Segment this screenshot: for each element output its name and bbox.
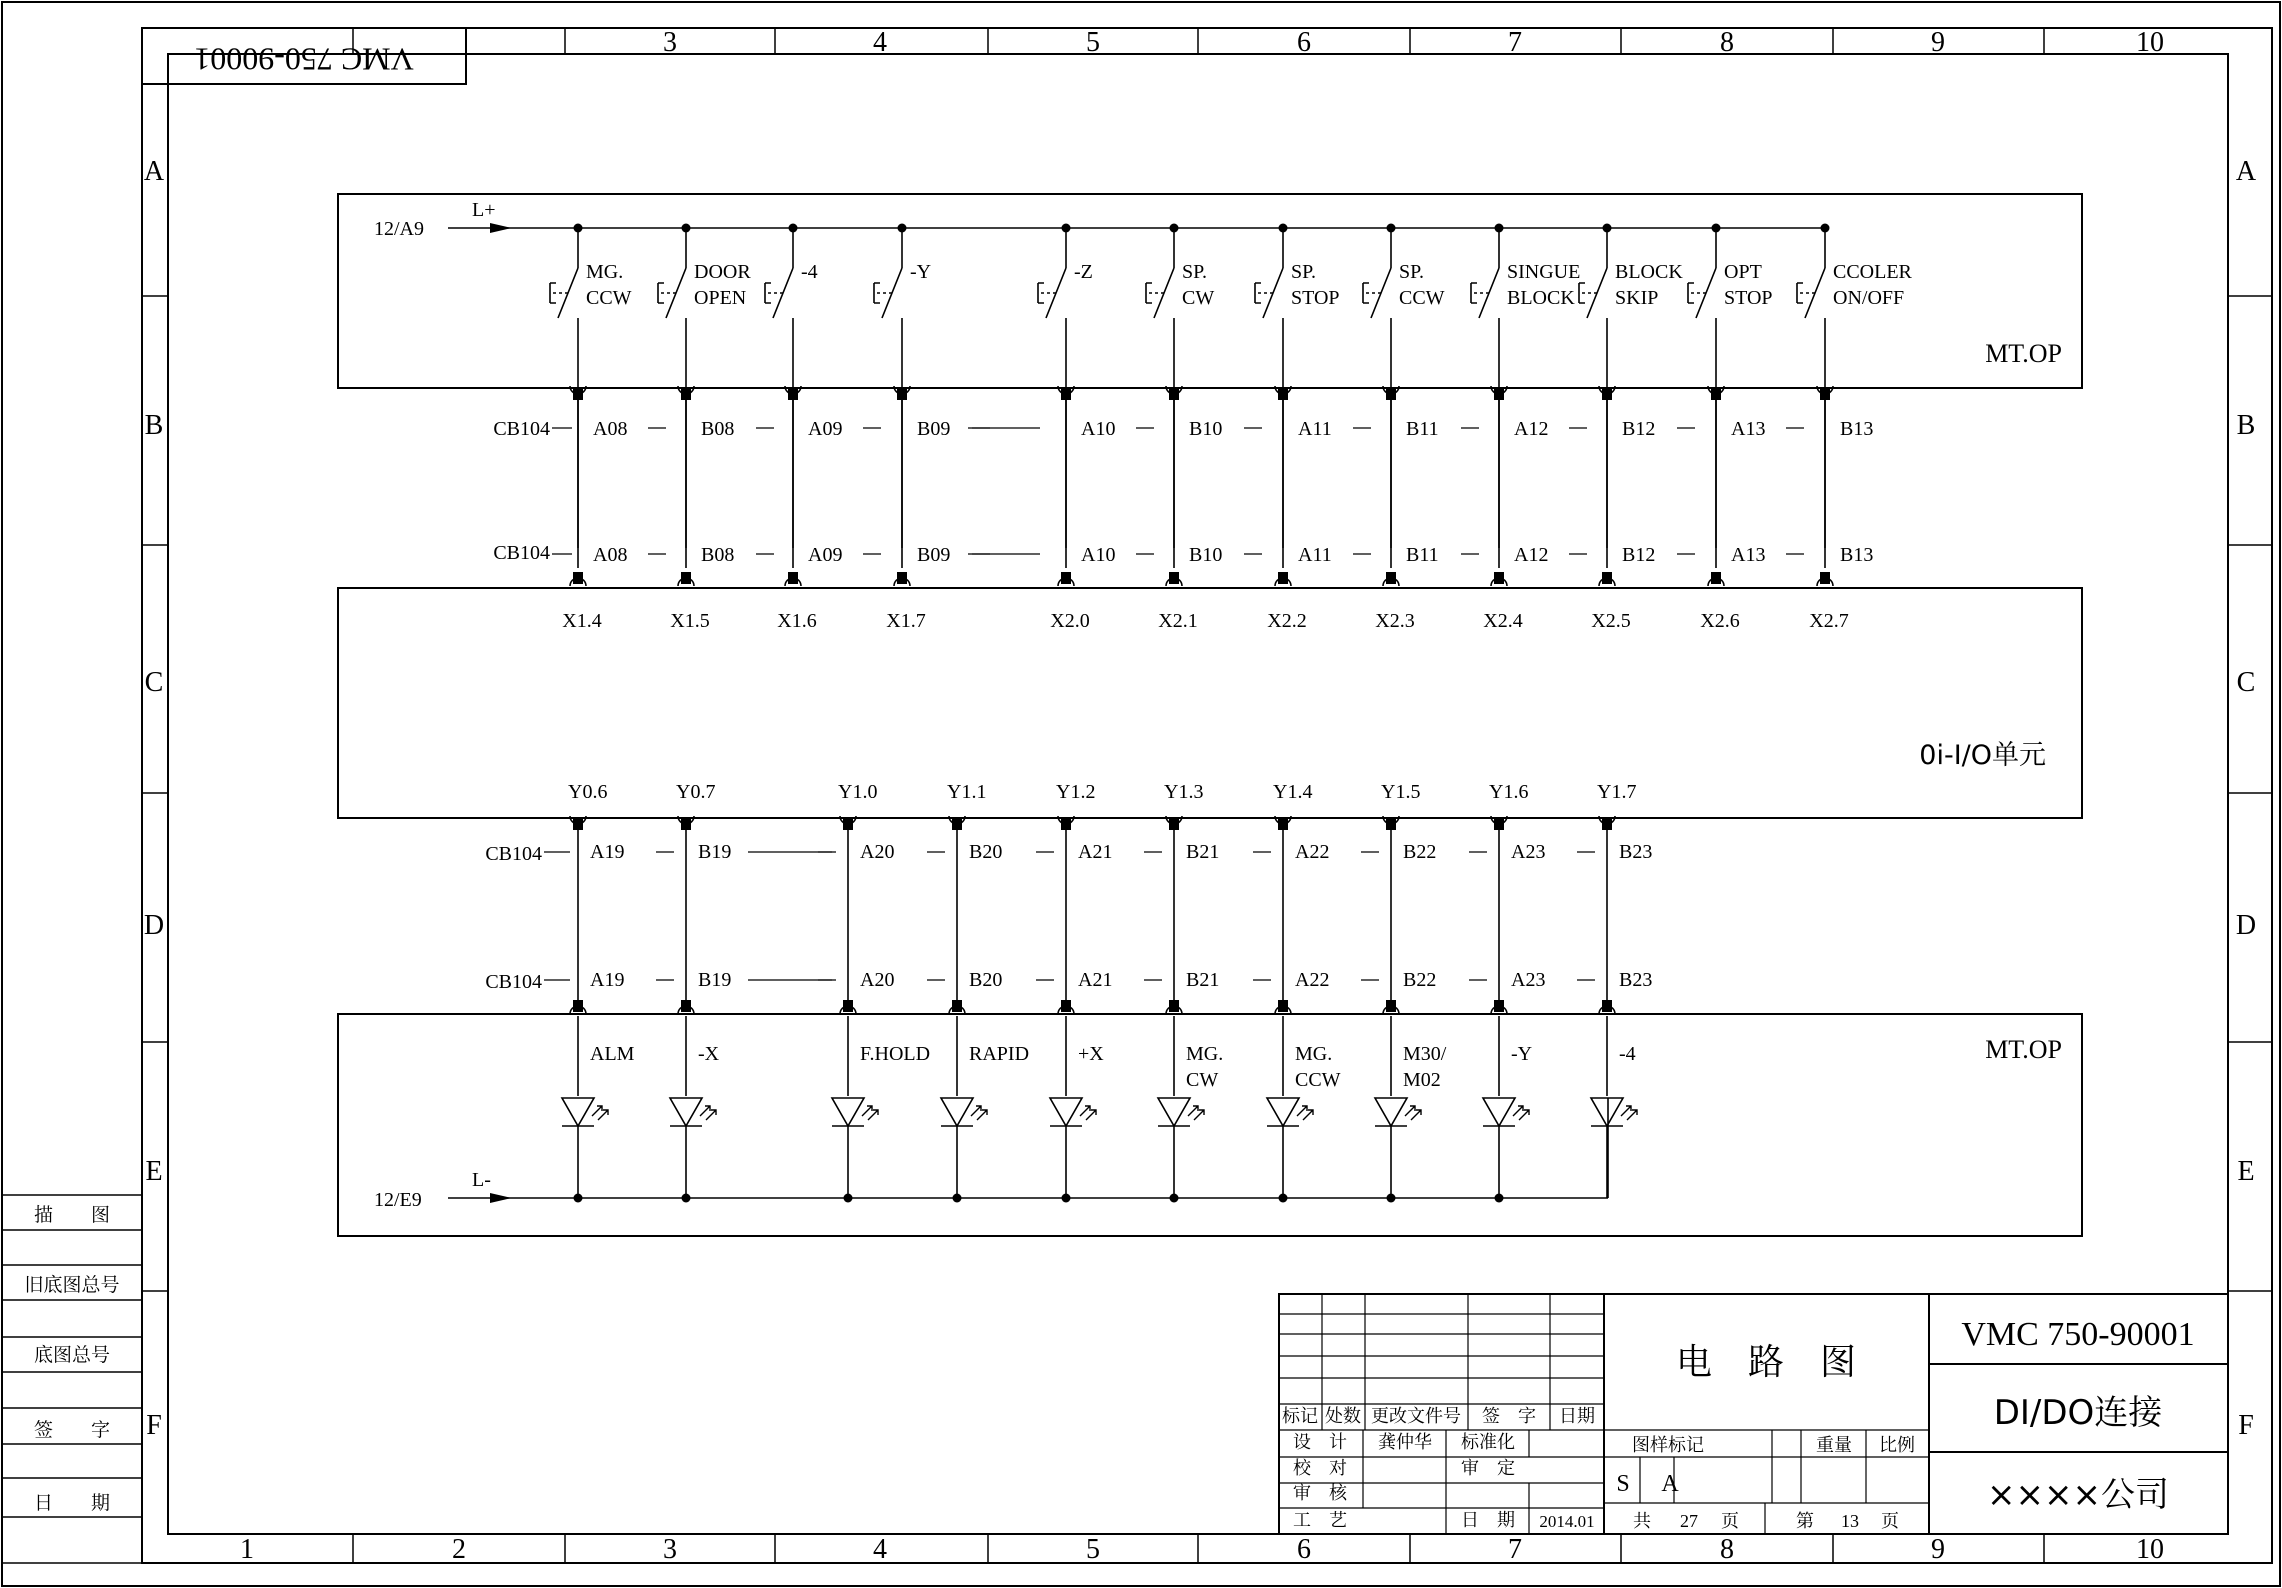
zone-letter-left: F <box>146 1410 162 1441</box>
connector-name: CB104 <box>493 542 550 564</box>
output-channel <box>1375 781 1447 1203</box>
plug-pin <box>788 388 798 400</box>
junction-dot <box>1062 1194 1071 1203</box>
input-channel <box>1038 224 1115 633</box>
plug-pin <box>1169 818 1179 830</box>
lamp-label: -4 <box>1619 1043 1636 1065</box>
connector-name: CB104 <box>493 418 550 440</box>
zone-number-bottom: 8 <box>1720 1534 1734 1565</box>
connector-pin-label: A11 <box>1298 544 1332 566</box>
zone-number-bottom: 10 <box>2136 1534 2164 1565</box>
zone-letter-left: C <box>144 667 164 698</box>
zone-number-top: 8 <box>1720 27 1734 58</box>
output-address: Y1.1 <box>947 781 987 803</box>
drawing-title: DI/DO连接 <box>1993 1393 2163 1433</box>
left-strip-label: 描 图 <box>33 1204 111 1226</box>
date-value: 2014.01 <box>1539 1512 1595 1531</box>
switch-label: CCOLER <box>1833 261 1912 283</box>
input-channel <box>1146 224 1222 633</box>
switch-label: BLOCK <box>1615 261 1683 283</box>
zone-letter-right: A <box>2235 156 2257 187</box>
connector-pin-label: A11 <box>1298 418 1332 440</box>
led-triangle <box>1375 1098 1407 1126</box>
plug-pin <box>1711 388 1721 400</box>
connector-pin-label: B19 <box>698 841 732 863</box>
lamp-label: -X <box>698 1043 720 1065</box>
scale-label: 比例 <box>1879 1435 1915 1456</box>
output-channel <box>670 781 731 1203</box>
zone-number-bottom: 4 <box>873 1534 887 1565</box>
lamp-label: CW <box>1186 1069 1219 1091</box>
plug-pin <box>952 818 962 830</box>
zone-letter-left: A <box>143 156 165 187</box>
output-channel <box>562 781 635 1203</box>
connector-pin-label: B19 <box>698 969 732 991</box>
connector-pin-label: A10 <box>1081 544 1116 566</box>
sheet-unit: 页 <box>1881 1511 1899 1532</box>
led-triangle <box>562 1098 594 1126</box>
zone-number-top: 7 <box>1508 27 1522 58</box>
switch-label: STOP <box>1724 287 1773 309</box>
left-strip-label: 签 字 <box>33 1419 111 1441</box>
connector-pin-label: B20 <box>969 969 1003 991</box>
led-triangle <box>1050 1098 1082 1126</box>
led-triangle <box>1591 1098 1623 1126</box>
connector-pin-label: B10 <box>1189 418 1223 440</box>
input-channel <box>1363 224 1445 633</box>
connector-pin-label: B23 <box>1619 841 1653 863</box>
connector-pin-label: B08 <box>701 418 735 440</box>
switch-label: -Z <box>1074 261 1093 283</box>
output-address: Y1.7 <box>1597 781 1637 803</box>
supply-label: L+ <box>472 199 496 221</box>
connector-pin-label: A08 <box>593 418 628 440</box>
input-channel <box>1579 224 1683 633</box>
output-address: Y1.4 <box>1273 781 1313 803</box>
lamp-label: -Y <box>1511 1043 1533 1065</box>
switch-label: SINGUE <box>1507 261 1581 283</box>
standardization-label: 标准化 <box>1461 1432 1515 1453</box>
zone-letter-right: E <box>2237 1156 2255 1187</box>
revision-header: 日期 <box>1559 1406 1595 1427</box>
connector-pin-label: B21 <box>1186 841 1220 863</box>
connector-pin-label: B21 <box>1186 969 1220 991</box>
connector-pin-label: B12 <box>1622 418 1656 440</box>
led-triangle <box>1267 1098 1299 1126</box>
output-channel <box>1050 781 1112 1203</box>
total-pages: 27 <box>1680 1511 1698 1531</box>
review-label: 审 核 <box>1293 1483 1347 1504</box>
plug-pin <box>1494 388 1504 400</box>
plug-pin <box>573 388 583 400</box>
switch-label: -4 <box>801 261 818 283</box>
plug-pin <box>681 388 691 400</box>
switch-label: SKIP <box>1615 287 1659 309</box>
junction-dot <box>1387 1194 1396 1203</box>
output-address: Y1.3 <box>1164 781 1204 803</box>
connector-pin-label: A23 <box>1511 841 1546 863</box>
pin-leader-dashes <box>544 852 1595 980</box>
led-triangle <box>1158 1098 1190 1126</box>
switch-label: DOOR <box>694 261 751 283</box>
switch-label: ON/OFF <box>1833 287 1905 309</box>
return-arrow <box>448 1193 512 1203</box>
zone-number-bottom: 1 <box>240 1534 254 1565</box>
sample-mark-s: S <box>1616 1471 1630 1497</box>
led-triangle <box>941 1098 973 1126</box>
input-channel <box>874 224 950 633</box>
switch-label: CCW <box>1399 287 1445 309</box>
connector-pin-label: B22 <box>1403 969 1437 991</box>
zone-letter-left: D <box>143 910 165 941</box>
zone-letter-left: E <box>145 1156 163 1187</box>
input-channel <box>765 224 842 633</box>
zone-number-top: 9 <box>1931 27 1945 58</box>
pin-leader-dashes <box>552 428 1804 554</box>
input-address: X2.0 <box>1050 610 1090 632</box>
junction-dot <box>682 1194 691 1203</box>
zone-number-top: 10 <box>2136 27 2164 58</box>
led-light-arrows <box>1621 1106 1637 1120</box>
supply-ref: 12/A9 <box>374 218 424 240</box>
junction-dot <box>1279 1194 1288 1203</box>
zone-number-top: 3 <box>663 27 677 58</box>
junction-dot <box>1170 1194 1179 1203</box>
output-address: Y0.7 <box>676 781 716 803</box>
plug-pin <box>1278 388 1288 400</box>
connector-pin-label: A10 <box>1081 418 1116 440</box>
zone-letter-left: B <box>144 410 164 441</box>
connector-pin-label: A13 <box>1731 544 1766 566</box>
connector-pin-label: B20 <box>969 841 1003 863</box>
output-channel <box>1483 781 1545 1203</box>
led-light-arrows <box>1297 1106 1313 1120</box>
led-triangle <box>1483 1098 1515 1126</box>
revision-header: 标记 <box>1282 1406 1318 1427</box>
frame-zone-ticks <box>142 28 2272 1563</box>
input-address: X2.2 <box>1267 610 1307 632</box>
input-address: X2.5 <box>1591 610 1631 632</box>
connector-pin-label: A12 <box>1514 544 1549 566</box>
rotated-drawing-number: VMC 750-90001 <box>194 41 414 78</box>
input-channel <box>1255 224 1340 633</box>
led-light-arrows <box>1080 1106 1096 1120</box>
check-label: 校 对 <box>1293 1458 1347 1479</box>
lamp-label: MG. <box>1186 1043 1224 1065</box>
frame-zone-labels <box>24 27 2256 1565</box>
junction-dot <box>1495 1194 1504 1203</box>
connector-pin-label: A08 <box>593 544 628 566</box>
return-label: L- <box>472 1169 491 1191</box>
connector-pin-label: B13 <box>1840 544 1874 566</box>
led-light-arrows <box>1513 1106 1529 1120</box>
zone-number-top: 5 <box>1086 27 1100 58</box>
lamp-label: ALM <box>590 1043 635 1065</box>
left-strip-label: 旧底图总号 <box>24 1274 120 1296</box>
connector-pin-label: B11 <box>1406 544 1439 566</box>
lamp-label: MG. <box>1295 1043 1333 1065</box>
switch-label: SP. <box>1291 261 1317 283</box>
zone-number-bottom: 2 <box>452 1534 466 1565</box>
input-channel <box>658 224 751 633</box>
connector-pin-label: A09 <box>808 544 843 566</box>
plug-pin <box>1494 818 1504 830</box>
designer-name: 龚仲华 <box>1378 1432 1432 1453</box>
connector-pin-label: B22 <box>1403 841 1437 863</box>
input-channel <box>1471 224 1580 633</box>
switch-label: -Y <box>910 261 932 283</box>
output-panel-label: MT.OP <box>1985 1035 2062 1064</box>
connector-pin-label: B12 <box>1622 544 1656 566</box>
zone-letter-right: C <box>2236 667 2256 698</box>
plug-pin <box>1602 388 1612 400</box>
drawing-frame <box>2 2 2280 1586</box>
connector-pin-label: B09 <box>917 544 951 566</box>
switch-label: STOP <box>1291 287 1340 309</box>
connector-name: CB104 <box>485 971 542 993</box>
zone-number-top: 4 <box>873 27 887 58</box>
connector-pin-label: A19 <box>590 969 625 991</box>
switch-label: SP. <box>1182 261 1208 283</box>
input-address: X2.6 <box>1700 610 1740 632</box>
zone-number-bottom: 7 <box>1508 1534 1522 1565</box>
plug-pin <box>1278 818 1288 830</box>
connector-pin-label: A20 <box>860 969 895 991</box>
revision-header: 处数 <box>1325 1406 1361 1427</box>
process-label: 工 艺 <box>1293 1510 1347 1531</box>
connector-pin-label: B11 <box>1406 418 1439 440</box>
lamp-label: M30/ <box>1403 1043 1447 1065</box>
output-channels <box>485 781 1652 1203</box>
plug-pin <box>897 388 907 400</box>
plug-pin <box>1820 388 1830 400</box>
input-address: X2.4 <box>1483 610 1523 632</box>
connector-pin-label: A21 <box>1078 969 1113 991</box>
switch-label: CW <box>1182 287 1215 309</box>
output-channel <box>1267 781 1341 1203</box>
output-channel <box>941 781 1029 1203</box>
led-triangle <box>832 1098 864 1126</box>
input-address: X2.1 <box>1158 610 1198 632</box>
plug-pin <box>1386 388 1396 400</box>
input-address: X1.4 <box>562 610 602 632</box>
return-ref: 12/E9 <box>374 1189 422 1211</box>
led-light-arrows <box>971 1106 987 1120</box>
io-unit-label: 0i-I/O单元 <box>1919 740 2046 771</box>
plug-pin <box>1386 818 1396 830</box>
plug-pin <box>1169 388 1179 400</box>
lamp-label: M02 <box>1403 1069 1441 1091</box>
output-address: Y1.0 <box>838 781 878 803</box>
plug-pin <box>1061 388 1071 400</box>
output-channel <box>1158 781 1223 1203</box>
switch-label: BLOCK <box>1507 287 1575 309</box>
input-address: X2.7 <box>1809 610 1849 632</box>
connector-pin-label: A19 <box>590 841 625 863</box>
switch-label: MG. <box>586 261 624 283</box>
zone-number-bottom: 3 <box>663 1534 677 1565</box>
design-label: 设 计 <box>1293 1432 1347 1453</box>
supply-arrow <box>448 223 512 233</box>
input-channel <box>1797 224 1913 633</box>
connector-pin-label: B08 <box>701 544 735 566</box>
revision-header: 签 字 <box>1482 1406 1536 1427</box>
connector-pin-label: B13 <box>1840 418 1874 440</box>
weight-label: 重量 <box>1816 1435 1852 1456</box>
total-prefix: 共 <box>1633 1511 1651 1532</box>
connector-pin-label: B23 <box>1619 969 1653 991</box>
left-strip-label: 日 期 <box>33 1492 111 1514</box>
zone-number-bottom: 6 <box>1297 1534 1311 1565</box>
plug-pin <box>681 818 691 830</box>
zone-letter-right: B <box>2236 410 2256 441</box>
output-channel <box>1591 781 1652 1198</box>
switch-label: CCW <box>586 287 632 309</box>
connector-pin-label: B10 <box>1189 544 1223 566</box>
connector-name: CB104 <box>485 843 542 865</box>
led-light-arrows <box>700 1106 716 1120</box>
input-channels <box>493 224 1912 633</box>
lamp-label: RAPID <box>969 1043 1030 1065</box>
connector-pin-label: B09 <box>917 418 951 440</box>
output-address: Y1.5 <box>1381 781 1421 803</box>
connector-pin-label: A09 <box>808 418 843 440</box>
connector-pin-label: A22 <box>1295 841 1330 863</box>
company-name: ××××公司 <box>1987 1475 2169 1515</box>
plug-pin <box>843 818 853 830</box>
zone-number-bottom: 9 <box>1931 1534 1945 1565</box>
junction-dot <box>844 1194 853 1203</box>
connector-pin-label: A23 <box>1511 969 1546 991</box>
drawing-number: VMC 750-90001 <box>1961 1316 2195 1353</box>
lamp-label: CCW <box>1295 1069 1341 1091</box>
output-address: Y1.6 <box>1489 781 1529 803</box>
led-light-arrows <box>1405 1106 1421 1120</box>
led-light-arrows <box>592 1106 608 1120</box>
revision-header: 更改文件号 <box>1371 1406 1461 1427</box>
connector-pin-label: A22 <box>1295 969 1330 991</box>
sample-mark-label: 图样标记 <box>1632 1435 1704 1456</box>
switch-label: SP. <box>1399 261 1425 283</box>
junction-dot <box>953 1194 962 1203</box>
input-channel <box>1688 224 1773 633</box>
connector-pin-label: A20 <box>860 841 895 863</box>
connector-pin-label: A21 <box>1078 841 1113 863</box>
zone-letter-right: F <box>2238 1410 2254 1441</box>
output-address: Y1.2 <box>1056 781 1096 803</box>
connector-pin-label: A12 <box>1514 418 1549 440</box>
date-label: 日 期 <box>1461 1510 1515 1531</box>
input-panel-label: MT.OP <box>1985 339 2062 368</box>
sheet-prefix: 第 <box>1796 1511 1814 1532</box>
led-light-arrows <box>1188 1106 1204 1120</box>
drawing-type: 电 路 图 <box>1675 1342 1857 1383</box>
output-address: Y0.6 <box>568 781 608 803</box>
sheet-number: 13 <box>1841 1511 1859 1531</box>
zone-number-bottom: 5 <box>1086 1534 1100 1565</box>
input-address: X2.3 <box>1375 610 1415 632</box>
left-strip-label: 底图总号 <box>33 1344 111 1366</box>
output-channel <box>832 781 930 1203</box>
zone-number-top: 6 <box>1297 27 1311 58</box>
page-unit: 页 <box>1721 1511 1739 1532</box>
plug-pin <box>573 818 583 830</box>
approve-label: 审 定 <box>1461 1458 1515 1479</box>
input-address: X1.6 <box>777 610 817 632</box>
title-block-text <box>1282 1316 2195 1532</box>
led-triangle <box>670 1098 702 1126</box>
lamp-label: F.HOLD <box>860 1043 931 1065</box>
connector-pin-label: A13 <box>1731 418 1766 440</box>
plug-pin <box>1061 818 1071 830</box>
junction-dot <box>574 1194 583 1203</box>
switch-label: OPEN <box>694 287 747 309</box>
sample-mark-a: A <box>1661 1471 1679 1497</box>
input-address: X1.7 <box>886 610 926 632</box>
zone-letter-right: D <box>2235 910 2257 941</box>
led-light-arrows <box>862 1106 878 1120</box>
lamp-label: +X <box>1078 1043 1104 1065</box>
switch-label: OPT <box>1724 261 1762 283</box>
input-address: X1.5 <box>670 610 710 632</box>
plug-pin <box>1602 818 1612 830</box>
